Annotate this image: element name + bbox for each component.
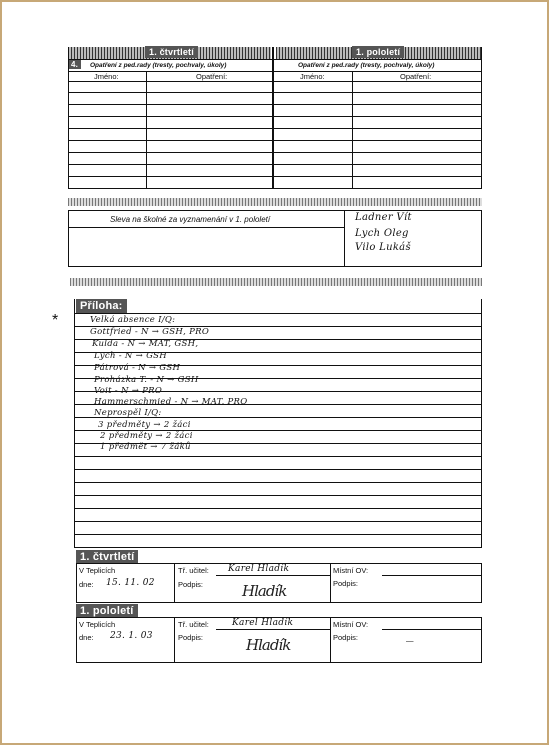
discount-name: Vilo Lukáš [355,242,411,253]
sign-h1-teacher-label: Tř. učitel: [178,620,209,629]
sign-q1-teacher: Karel Hladík [228,564,290,574]
grid-row-line [68,140,481,141]
rule [330,617,331,663]
discount-label: Sleva na školné za vyznamenání v 1. pololetí [110,215,271,224]
rule [216,575,330,576]
rule [68,81,481,82]
col-measure-right: Opatření: [400,72,432,81]
sign-q1-title: 1. čtvrtletí [76,550,138,564]
rule [174,617,175,663]
col-name-right: Jméno: [300,72,325,81]
rule [76,602,482,603]
discount-name: Ladner Vít [355,212,412,223]
rule [382,629,481,630]
grid-col-line [146,71,147,189]
quarter-label: 1. čtvrtletí [145,46,198,58]
rule [481,563,482,603]
asterisk-marker: * [52,312,59,329]
sign-h1-place: V Teplicích [79,620,116,629]
ruled-line [74,456,482,457]
sign-h1-date-label: dne: [79,633,94,642]
sign-q1-signature: Hladík [242,582,287,600]
rule [68,227,344,228]
sign-q1-sign-label: Podpis: [178,580,204,589]
sign-q1-teacher-label: Tř. učitel: [178,566,209,575]
grid-row-line [68,164,481,165]
attachment-line: Gottfried - N → GSH, PRO [90,327,210,337]
half-year-label: 1. pololetí [352,46,404,58]
ruled-line [74,482,482,483]
sign-h1-title: 1. pololetí [76,604,138,618]
col-name-left: Jméno: [94,72,119,81]
attachment-border [74,299,75,548]
rule [344,210,345,267]
attachment-line: 1 předmět → 7 žáků [100,442,191,452]
sign-h1-dash: — [406,636,414,645]
attachment-line: Pátrová - N → GSH [94,363,181,373]
ruled-line [74,469,482,470]
attachment-border [481,299,482,548]
attachment-line: Neprospěl I/Q: [94,408,162,418]
attachment-line: Hammerschmied - N → MAT, PRO [94,397,248,407]
attachment-line: Kulda - N → MAT, GSH, [92,339,199,349]
sign-q1-date: 15. 11. 02 [106,578,155,588]
attachment-title: Příloha: [76,299,127,313]
sign-h1-signature: Hladík [246,636,291,654]
attachment-line: 3 předměty → 2 žáci [98,420,191,430]
sign-h1-sign-label: Podpis: [178,633,204,642]
rule [481,617,482,663]
ruled-line [74,495,482,496]
attachment-line: Voit - N → PRO [94,386,163,396]
grid-row-line [68,128,481,129]
col-measure-left: Opatření: [196,72,228,81]
sign-h1-teacher: Karel Hladík [232,618,294,628]
rule [68,266,482,267]
attachment-line: Lych - N → GSH [94,351,167,361]
measures-header-right: Opatření z ped.rady (tresty, pochvaly, úkoly) [298,62,435,69]
rule [68,59,481,60]
rule [216,629,330,630]
rule [330,563,331,603]
sign-h1-date: 23. 1. 03 [110,631,153,641]
grid-col-line [481,47,482,189]
rule [481,210,482,267]
measures-header-left: Opatření z ped.rady (tresty, pochvaly, úkoly) [90,62,227,69]
attachment-line: Velká absence I/Q: [90,315,176,325]
discount-name: Lych Oleg [355,228,409,239]
rule [76,563,77,603]
grid-col-line [352,71,353,189]
attachment-band [70,278,482,286]
sign-q1-place: V Teplicích [79,566,116,575]
discount-band [68,198,482,206]
sign-h1-ov-label: Místní OV: [333,620,369,629]
grid-row-line [68,104,481,105]
rule [76,617,77,663]
rule [68,210,482,211]
rule [174,563,175,603]
rule [68,210,69,267]
ruled-line [74,547,482,548]
ruled-line [74,534,482,535]
attachment-line: Proházka T. - N → GSH [94,375,199,385]
ruled-line [74,508,482,509]
sign-h1-ov-sign-label: Podpis: [333,633,359,642]
grid-col-line [272,47,274,189]
grid-row-line [68,92,481,93]
rule [382,575,481,576]
grid-row-line [68,152,481,153]
grid-row-line [68,176,481,177]
rule [76,662,482,663]
grid-row-line [68,116,481,117]
sign-q1-date-label: dne: [79,580,94,589]
sign-q1-ov-label: Místní OV: [333,566,369,575]
sign-q1-ov-sign-label: Podpis: [333,579,359,588]
ruled-line [74,313,482,314]
grid-row-line [68,188,481,189]
grid-col-line [68,47,69,189]
attachment-line: 2 předměty → 2 žáci [100,431,193,441]
section-number: 4. [68,60,81,69]
ruled-line [74,521,482,522]
